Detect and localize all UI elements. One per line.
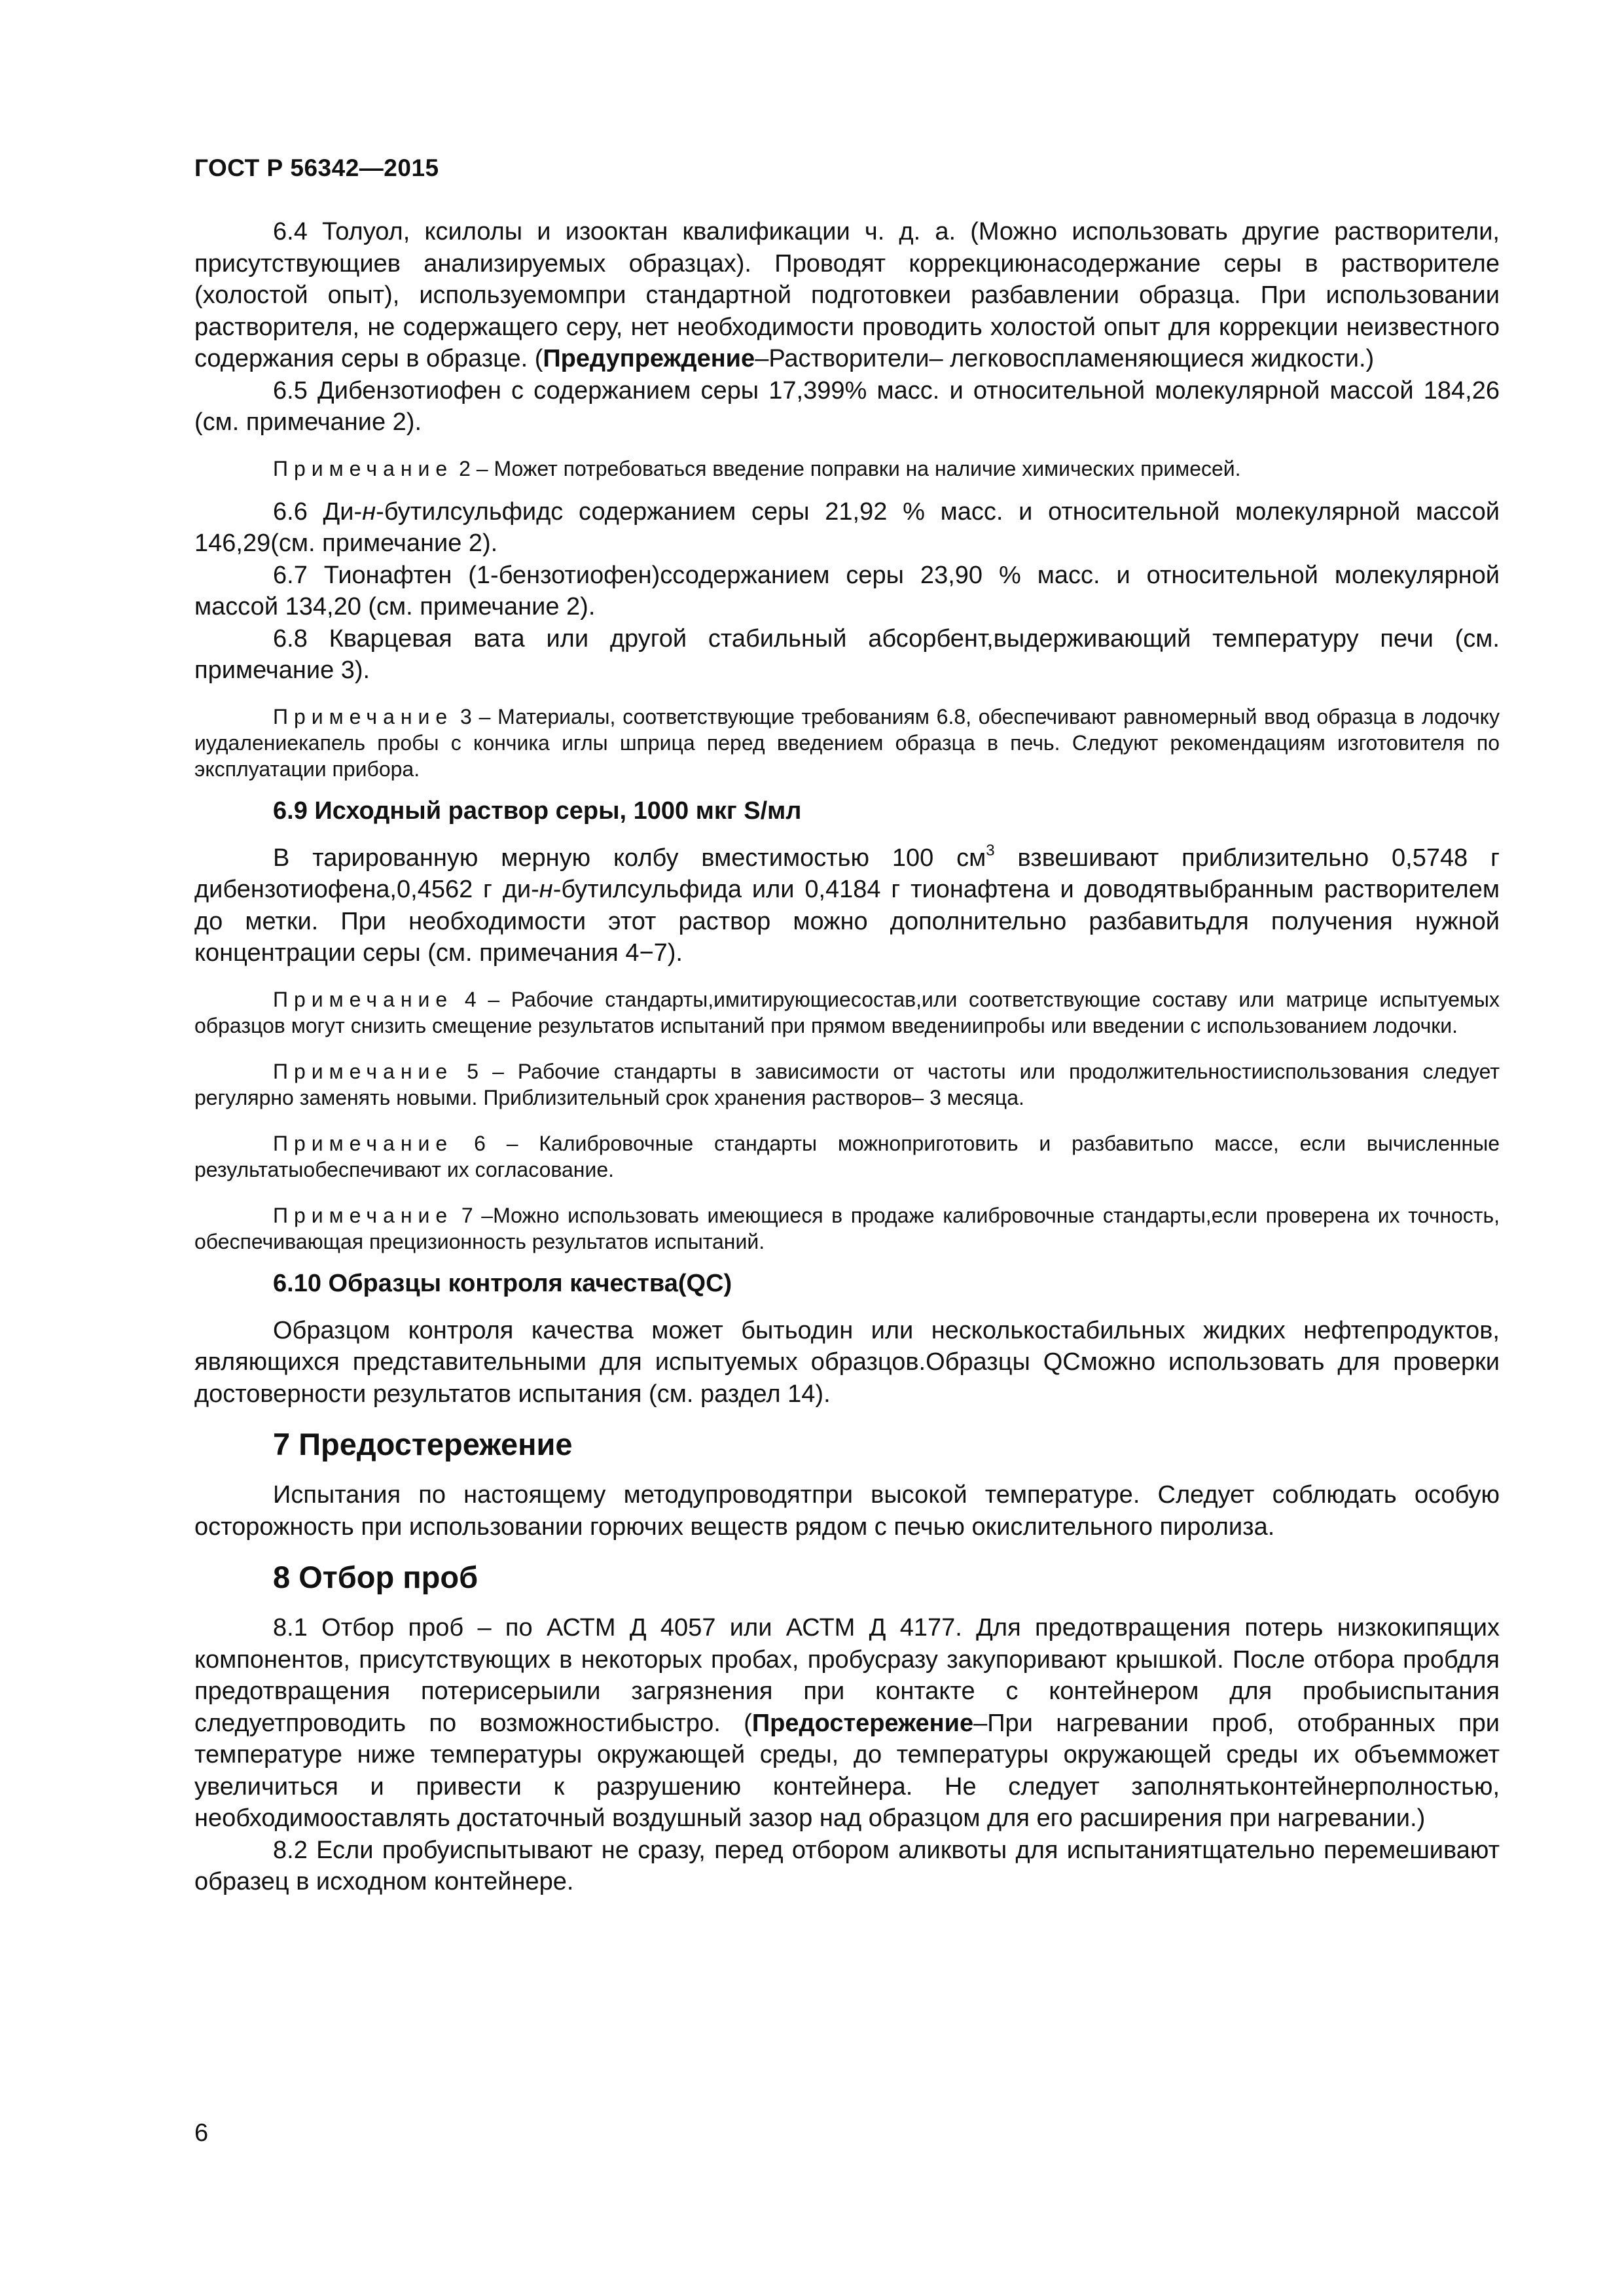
paragraph-text: -бутилсульфида или 0,4184 г тионафтена и доводятвыбранным растворителем до метки. При необходимости этот раствор можно дополнительно разбавитьдля получения нужной концентрации серы (см. примечания 4−7). xyxy=(194,876,1500,967)
paragraph-6-5: 6.5 Дибензотиофен с содержанием серы 17,399% масс. и относительной молекулярной массой 184,26 (см. примечание 2). xyxy=(194,376,1500,436)
paragraph-text: 6.6 Ди- xyxy=(273,497,363,526)
paragraph-text: –Растворители– легковоспламеняющиеся жидкости.) xyxy=(755,345,1375,372)
note-3 xyxy=(194,704,1500,782)
note-text: 6 – Калибровочные стандарты можноприготовить и разбавитьпо массе, если вычисленные результатыобеспечивают их согласование. xyxy=(194,1131,1500,1181)
note-7 xyxy=(194,1202,1500,1255)
paragraph-text: –При нагревании проб, отобранных при температуре ниже температуры окружающей среды, до температуры окружающей среды их объемможет увеличиться и привести к разрушению контейнера. Не следует заполнятьконтейнерполностью, необходимооставлять достаточный воздушный зазор над образцом для его расширения при нагревании.) xyxy=(194,1709,1500,1832)
note-text: 7 –Можно использовать имеющиеся в продаже калибровочные стандарты,если проверена их точность, обеспечивающая прецизионность результатов испытаний. xyxy=(194,1203,1500,1253)
paragraph-8-2: 8.2 Если пробуиспытывают не сразу, перед отбором аликвоты для испытаниятщательно перемешивают образец в исходном контейнере. xyxy=(194,1836,1500,1895)
page-content xyxy=(194,216,1500,1898)
warning-label: Предупреждение xyxy=(543,345,755,372)
note-label: Примечание xyxy=(273,1059,454,1083)
note-text: 4 – Рабочие стандарты,имитирующиесостав,или соответствующие составу или матрице испытуемых образцов могут снизить смещение результатов испытаний при прямом введениипробы или введении с использованием лодочки. xyxy=(194,987,1500,1037)
subsection-heading-6-9: 6.9 Исходный раствор серы, 1000 мкг S/мл xyxy=(273,797,802,825)
paragraph-7: Испытания по настоящему методупроводятпри высокой температуре. Следует соблюдать особую осторожность при использовании горючих веществ рядом с печью окислительного пиролиза. xyxy=(194,1481,1500,1541)
section-heading-8: 8 Отбор проб xyxy=(273,1560,478,1594)
paragraph-text: -бутилсульфидс содержанием серы 21,92 % масс. и относительной молекулярной массой 146,29(см. примечание 2). xyxy=(194,497,1500,557)
note-label: Примечание xyxy=(273,987,454,1011)
italic-prefix: н xyxy=(539,876,553,903)
paragraph-text: 6.4 Толуол, ксилолы и изооктан квалификации ч. д. а. (Можно использовать другие растворители, присутствующиев анализируемых образцах). Проводят коррекциюнасодержание серы в растворителе (холостой опыт), используемомпри стандартной подготовкеи разбавлении образца. При использовании растворителя, не содержащего серу, нет необходимости проводить холостой опыт для коррекции неизвестного содержания серы в образце. ( xyxy=(194,218,1500,372)
note-5 xyxy=(194,1058,1500,1111)
paragraph-6-4 xyxy=(194,216,1500,375)
italic-prefix: н xyxy=(362,497,376,526)
paragraph-text: 8.1 Отбор проб – по АСТМ Д 4057 или АСТМ Д 4177. Для предотвращения потерь низкокипящих компонентов, присутствующих в некоторых пробах, пробусразу закупоривают крышкой. После отбора пробдля предотвращения потерисерыили загрязнения при контакте с контейнером для пробыиспытания следуетпроводить по возможностибыстро. ( xyxy=(194,1614,1500,1737)
paragraph-6-7: 6.7 Тионафтен (1-бензотиофен)ссодержанием серы 23,90 % масс. и относительной молекулярной массой 134,20 (см. примечание 2). xyxy=(194,561,1500,620)
note-text: 3 – Материалы, соответствующие требованиям 6.8, обеспечивают равномерный ввод образца в лодочку иудалениекапель пробы с кончика иглы шприца перед введением образца в печь. Следуют рекомендациям изготовителя по эксплуатации прибора. xyxy=(194,704,1500,781)
note-label: Примечание xyxy=(273,704,454,728)
subsection-heading-6-10: 6.10 Образцы контроля качества(QC) xyxy=(273,1269,732,1297)
note-text: 5 – Рабочие стандарты в зависимости от частоты или продолжительностииспользования следует регулярно заменять новыми. Приблизительный срок хранения растворов– 3 месяца. xyxy=(194,1059,1500,1109)
paragraph-6-9 xyxy=(194,842,1500,969)
note-label: Примечание xyxy=(273,1203,454,1227)
page-number: 6 xyxy=(194,2119,209,2147)
paragraph-text: взвешивают приблизительно 0,5748 г дибензотиофена,0,4562 г ди- xyxy=(194,844,1500,903)
note-2 xyxy=(194,456,1500,482)
note-6 xyxy=(194,1130,1500,1183)
paragraph-6-8: 6.8 Кварцевая вата или другой стабильный абсорбент,выдерживающий температуру печи (см. примечание 3). xyxy=(194,624,1500,684)
note-label: Примечание xyxy=(273,1131,454,1155)
paragraph-6-6 xyxy=(194,496,1500,560)
caution-label: Предостережение xyxy=(751,1709,974,1737)
note-text: 2 – Может потребоваться введение поправки на наличие химических примесей. xyxy=(453,456,1241,480)
paragraph-6-10: Образцом контроля качества может бытьодин или несколькостабильных жидких нефтепродуктов, являющихся представительными для испытуемых образцов.Образцы QCможно использовать для проверки достоверности результатов испытания (см. раздел 14). xyxy=(194,1316,1500,1408)
paragraph-text: В тарированную мерную колбу вместимостью 100 см xyxy=(273,844,986,872)
note-4 xyxy=(194,986,1500,1039)
page-header-standard-code: ГОСТ Р 56342—2015 xyxy=(194,154,439,181)
superscript: 3 xyxy=(986,841,995,859)
section-heading-7: 7 Предостережение xyxy=(273,1427,573,1462)
note-label: Примечание xyxy=(273,456,454,480)
paragraph-8-1 xyxy=(194,1612,1500,1835)
